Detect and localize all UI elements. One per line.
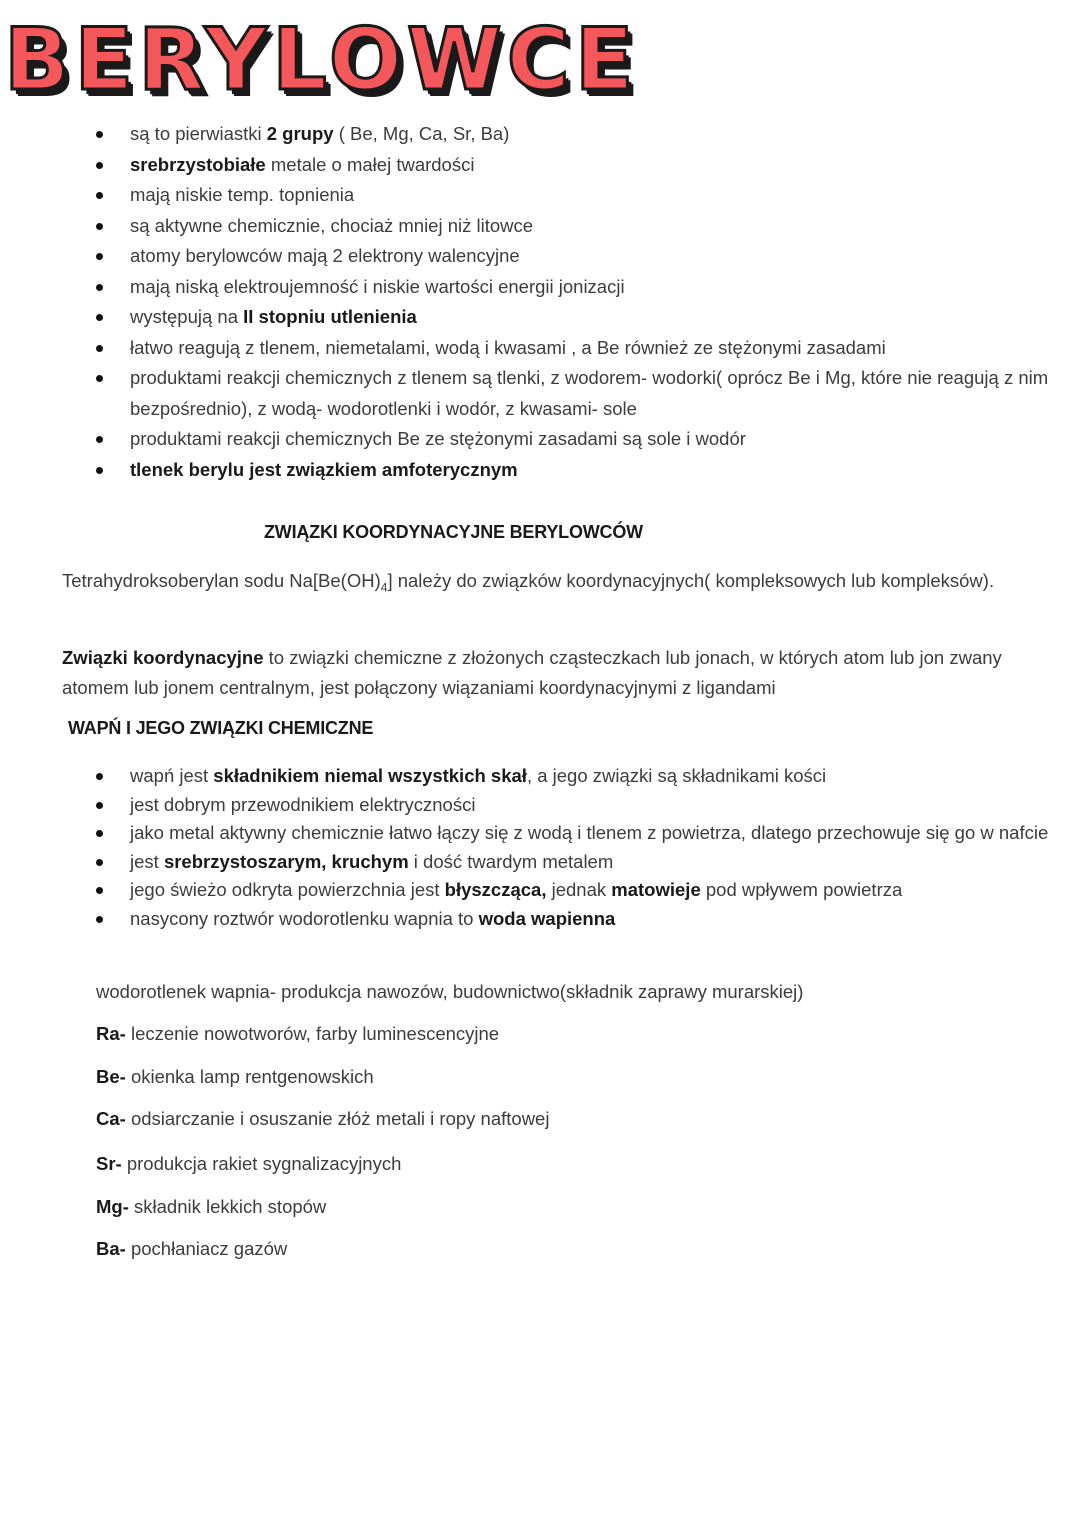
- paragraph-tetrahydroxoberyllate: Tetrahydroksoberylan sodu $Na[Be(OH)_4]$ należy do związków koordynacyjnych( kompleksowych lub kompleksów).: [62, 570, 995, 595]
- list-item: wapń jest składnikiem niemal wszystkich skał, a jego związki są składnikami kości: [96, 762, 1056, 791]
- use-line-mg: Mg- składnik lekkich stopów: [96, 1196, 327, 1217]
- list-item: są to pierwiastki 2 grupy ( Be, Mg, Ca, Sr, Ba): [96, 119, 1056, 150]
- use-line-ra: Ra- leczenie nowotworów, farby luminescencyjne: [96, 1023, 500, 1044]
- list-item: produktami reakcji chemicznych Be ze stężonymi zasadami są sole i wodór: [96, 424, 1056, 455]
- list-item: produktami reakcji chemicznych z tlenem są tlenki, z wodorem- wodorki( oprócz Be i Mg, które nie reagują z nim bezpośrednio), z wodą- wodorotlenki i wodór, z kwasami- sole: [96, 363, 1056, 424]
- list-item: występują na II stopniu utlenienia: [96, 302, 1056, 333]
- list-item: jako metal aktywny chemicznie łatwo łączy się z wodą i tlenem z powietrza, dlatego przechowuje się go w nafcie: [96, 819, 1056, 848]
- list-item: mają niskie temp. topnienia: [96, 180, 1056, 211]
- list-item: tlenek berylu jest związkiem amfoterycznym: [96, 455, 1056, 486]
- list-item: jest dobrym przewodnikiem elektryczności: [96, 791, 1056, 820]
- list-item: atomy berylowców mają 2 elektrony walencyjne: [96, 241, 1056, 272]
- use-line-calcium-hydroxide: wodorotlenek wapnia- produkcja nawozów, budownictwo(składnik zaprawy murarskiej): [96, 981, 804, 1002]
- list-item: nasycony roztwór wodorotlenku wapnia to woda wapienna: [96, 905, 1056, 934]
- section-heading-coordination: ZWIĄZKI KOORDYNACYJNE BERYLOWCÓW: [264, 522, 643, 542]
- properties-list: [96, 119, 1056, 485]
- list-item: srebrzystobiałe metale o małej twardości: [96, 150, 1056, 181]
- paragraph-coordination-definition: Związki koordynacyjne to związki chemiczne z złożonych cząsteczkach lub jonach, w których atom lub jon zwany atomem lub jonem centralnym, jest połączony wiązaniami koordynacyjnymi z ligandami: [62, 647, 1002, 698]
- page-title: BERYLOWCE: [4, 10, 639, 110]
- list-item: jest srebrzystoszarym, kruchym i dość twardym metalem: [96, 848, 1056, 877]
- list-item: mają niską elektroujemność i niskie wartości energii jonizacji: [96, 272, 1056, 303]
- list-item: jego świeżo odkryta powierzchnia jest błyszcząca, jednak matowieje pod wpływem powietrza: [96, 876, 1056, 905]
- use-line-sr: Sr- produkcja rakiet sygnalizacyjnych: [96, 1153, 402, 1174]
- calcium-list: [96, 762, 1056, 933]
- use-line-be: Be- okienka lamp rentgenowskich: [96, 1066, 374, 1087]
- list-item: łatwo reagują z tlenem, niemetalami, wodą i kwasami , a Be również ze stężonymi zasadami: [96, 333, 1056, 364]
- use-line-ca: Ca- odsiarczanie i osuszanie złóż metali i ropy naftowej: [96, 1108, 550, 1129]
- list-item: są aktywne chemicznie, chociaż mniej niż litowce: [96, 211, 1056, 242]
- use-line-ba: Ba- pochłaniacz gazów: [96, 1238, 288, 1259]
- section-heading-calcium: WAPŃ I JEGO ZWIĄZKI CHEMICZNE: [68, 718, 374, 738]
